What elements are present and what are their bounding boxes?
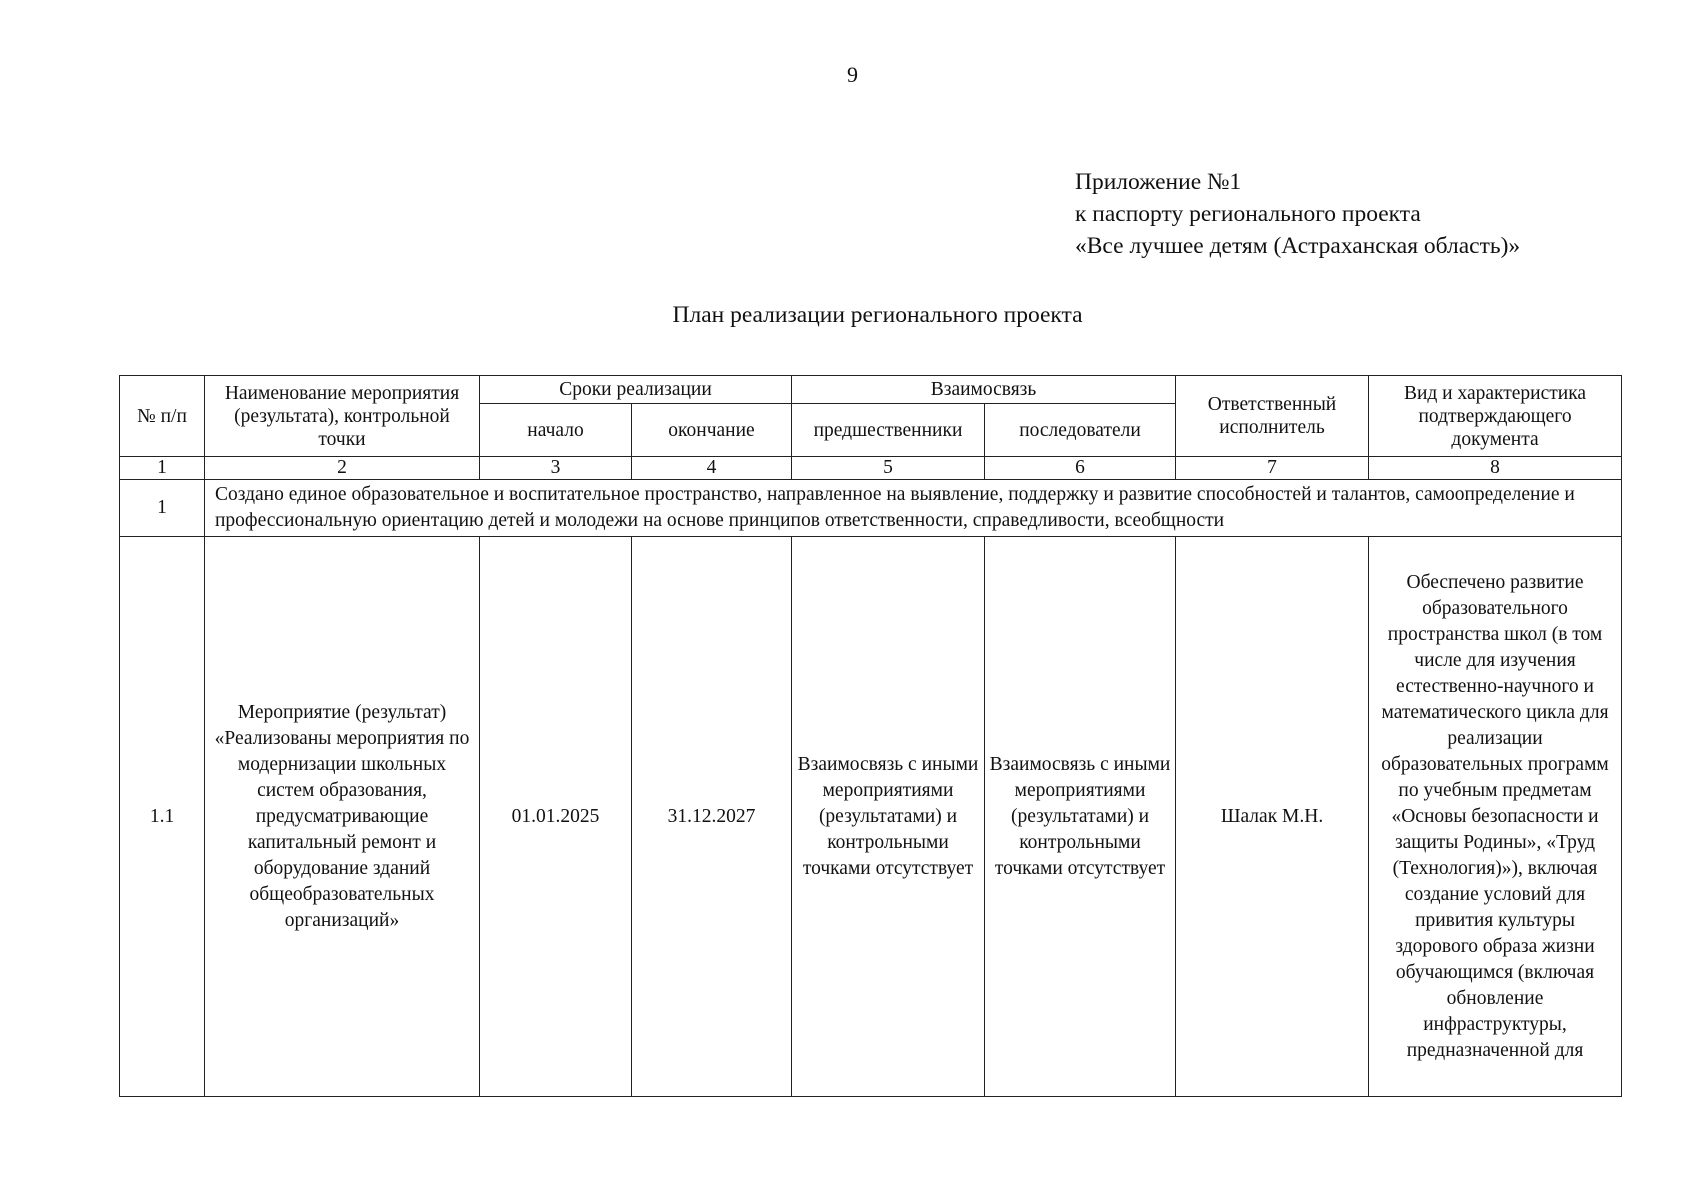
- header-name: Наименование мероприятия (результата), контрольной точки: [205, 376, 480, 457]
- header-predecessors: предшественники: [792, 404, 985, 457]
- column-number: 1: [120, 457, 205, 480]
- appendix-caption: [1075, 166, 1520, 262]
- column-number: 6: [985, 457, 1176, 480]
- row-predecessors: Взаимосвязь с иными мероприятиями (результатами) и контрольными точками отсутствует: [792, 537, 985, 1097]
- appendix-line-1: Приложение №1: [1075, 169, 1242, 195]
- header-successors: последователи: [985, 404, 1176, 457]
- row-end-date: 31.12.2027: [632, 537, 792, 1097]
- table-row: [120, 537, 1622, 1097]
- column-number-row: [120, 457, 1622, 480]
- header-start: начало: [480, 404, 632, 457]
- plan-table: [119, 375, 1622, 1097]
- header-responsible: Ответственный исполнитель: [1176, 376, 1369, 457]
- header-terms: Сроки реализации: [480, 376, 792, 404]
- column-number: 3: [480, 457, 632, 480]
- row-name: Мероприятие (результат) «Реализованы мероприятия по модернизации школьных систем образования, предусматривающие капитальный ремонт и оборудование зданий общеобразовательных организаций»: [205, 537, 480, 1097]
- row-start-date: 01.01.2025: [480, 537, 632, 1097]
- section-number: 1: [120, 480, 205, 537]
- header-row-1: [120, 376, 1622, 404]
- header-end: окончание: [632, 404, 792, 457]
- column-number: 7: [1176, 457, 1369, 480]
- appendix-line-2: к паспорту регионального проекта: [1075, 201, 1421, 227]
- appendix-line-3: «Все лучшее детям (Астраханская область)»: [1075, 233, 1521, 259]
- row-responsible: Шалак М.Н.: [1176, 537, 1369, 1097]
- page-number: 9: [847, 62, 858, 87]
- row-number: 1.1: [120, 537, 205, 1097]
- column-number: 4: [632, 457, 792, 480]
- section-text: Создано единое образовательное и воспитательное пространство, направленное на выявление, поддержку и развитие способностей и талантов, самоопределение и профессиональную ориентацию детей и молодежи на основе принципов ответственности, справедливости, всеобщности: [205, 480, 1622, 537]
- column-number: 5: [792, 457, 985, 480]
- row-successors: Взаимосвязь с иными мероприятиями (результатами) и контрольными точками отсутствует: [985, 537, 1176, 1097]
- header-relation: Взаимосвязь: [792, 376, 1176, 404]
- column-number: 2: [205, 457, 480, 480]
- header-num: № п/п: [120, 376, 205, 457]
- header-document: Вид и характеристика подтверждающего документа: [1369, 376, 1622, 457]
- plan-title: План реализации регионального проекта: [672, 302, 1083, 328]
- column-number: 8: [1369, 457, 1622, 480]
- section-row: [120, 480, 1622, 537]
- row-document: Обеспечено развитие образовательного пространства школ (в том числе для изучения естественно-научного и математического цикла для реализации образовательных программ по учебным предметам «Основы безопасности и защиты Родины», «Труд (Технология)»), включая создание условий для привития культуры здорового образа жизни обучающимся (включая обновление инфраструктуры, предназначенной для: [1369, 537, 1622, 1097]
